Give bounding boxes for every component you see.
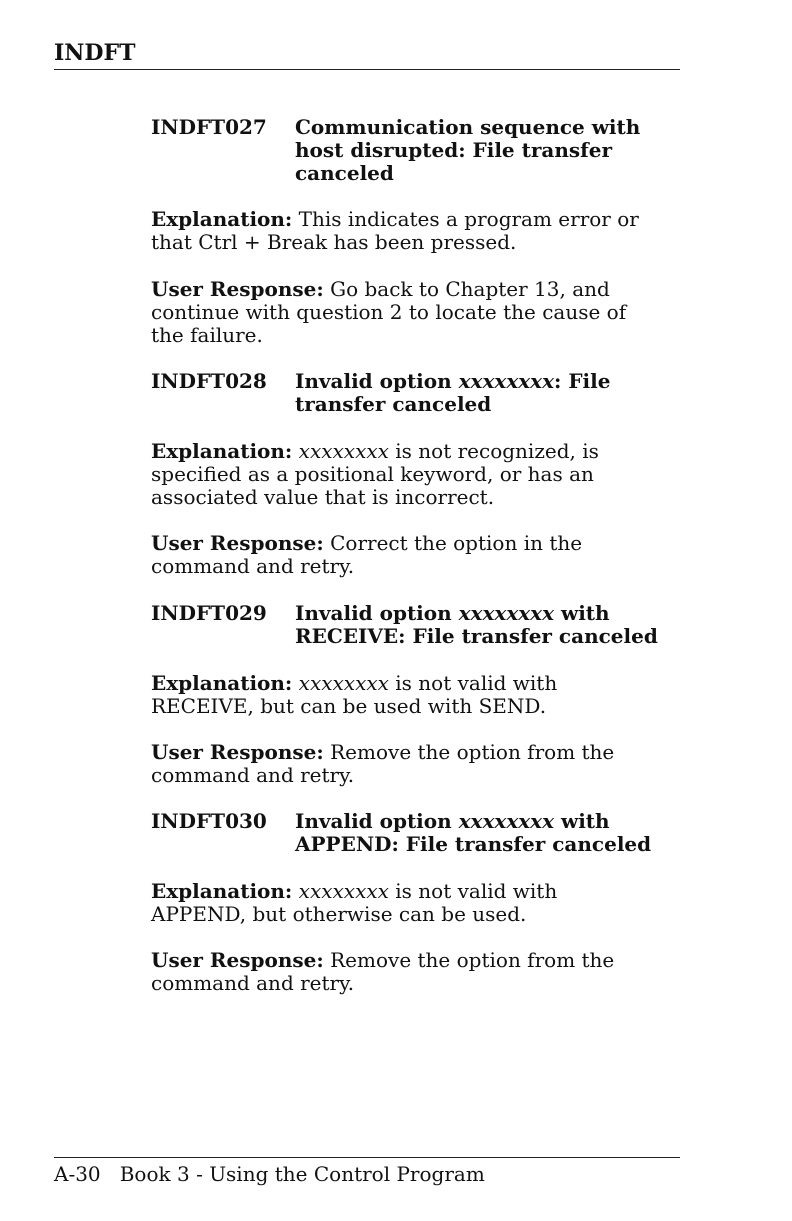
page-number: A-30: [54, 1162, 101, 1186]
explanation-text: APPEND, but otherwise can be used.: [151, 902, 527, 926]
explanation-label: Explanation:: [151, 879, 293, 903]
user-response: [151, 278, 686, 347]
message-title: [295, 602, 690, 648]
user-response-text: continue with question 2 to locate the cause of: [151, 300, 627, 324]
explanation-label: Explanation:: [151, 207, 293, 231]
user-response-label: User Response:: [151, 948, 324, 972]
explanation-text: This indicates a program error or: [292, 207, 639, 231]
option-placeholder: xxxxxxxx: [298, 671, 389, 695]
option-placeholder: xxxxxxxx: [458, 601, 555, 625]
message-title: [295, 370, 690, 416]
explanation-text: is not valid with: [388, 671, 558, 695]
user-response-text: command and retry.: [151, 971, 355, 995]
message-title-line: RECEIVE: File transfer canceled: [295, 624, 658, 648]
user-response-text: the failure.: [151, 323, 263, 347]
explanation-text: RECEIVE, but can be used with SEND.: [151, 694, 547, 718]
explanation: [151, 672, 686, 718]
user-response-text: Remove the option from the: [323, 740, 615, 764]
user-response: [151, 532, 686, 578]
message-id: INDFT030: [151, 809, 267, 833]
option-placeholder: xxxxxxxx: [458, 809, 555, 833]
user-response-text: Correct the option in the: [323, 531, 583, 555]
user-response-text: command and retry.: [151, 554, 355, 578]
message-title: [295, 810, 690, 856]
user-response-text: Remove the option from the: [323, 948, 615, 972]
user-response-text: Go back to Chapter 13, and: [323, 277, 610, 301]
message-title-text: with: [554, 809, 610, 833]
message-id: INDFT029: [151, 601, 267, 625]
message-title-line: Communication sequence with: [295, 115, 641, 139]
option-placeholder: xxxxxxxx: [458, 369, 555, 393]
message-title-line: host disrupted: File transfer: [295, 138, 613, 162]
user-response-text: command and retry.: [151, 763, 355, 787]
message-title-line: canceled: [295, 161, 394, 185]
user-response-label: User Response:: [151, 531, 324, 555]
explanation-text: is not recognized, is: [388, 439, 599, 463]
header-rule: [54, 69, 680, 70]
message-title-text: Invalid option: [295, 601, 459, 625]
explanation-text: that Ctrl + Break has been pressed.: [151, 230, 517, 254]
message-title-line: APPEND: File transfer canceled: [295, 832, 652, 856]
message-title-text: : File: [554, 369, 611, 393]
message-title-text: with: [554, 601, 610, 625]
message-id: INDFT028: [151, 369, 267, 393]
explanation: [151, 440, 686, 509]
message-title-text: Invalid option: [295, 369, 459, 393]
message-title-line: transfer canceled: [295, 392, 492, 416]
explanation-label: Explanation:: [151, 439, 293, 463]
page-footer: [54, 1162, 485, 1186]
option-placeholder: xxxxxxxx: [298, 439, 389, 463]
explanation-label: Explanation:: [151, 671, 293, 695]
message-title-text: Invalid option: [295, 809, 459, 833]
option-placeholder: xxxxxxxx: [298, 879, 389, 903]
message-title: [295, 116, 690, 185]
footer-rule: [54, 1157, 680, 1158]
explanation-text: is not valid with: [388, 879, 558, 903]
message-id: INDFT027: [151, 115, 267, 139]
explanation-text: associated value that is incorrect.: [151, 485, 495, 509]
explanation: [151, 208, 686, 254]
user-response-label: User Response:: [151, 277, 324, 301]
running-head: INDFT: [54, 40, 136, 66]
user-response: [151, 949, 686, 995]
explanation: [151, 880, 686, 926]
user-response-label: User Response:: [151, 740, 324, 764]
explanation-text: specified as a positional keyword, or has an: [151, 462, 594, 486]
book-title: Book 3 - Using the Control Program: [119, 1162, 485, 1186]
user-response: [151, 741, 686, 787]
